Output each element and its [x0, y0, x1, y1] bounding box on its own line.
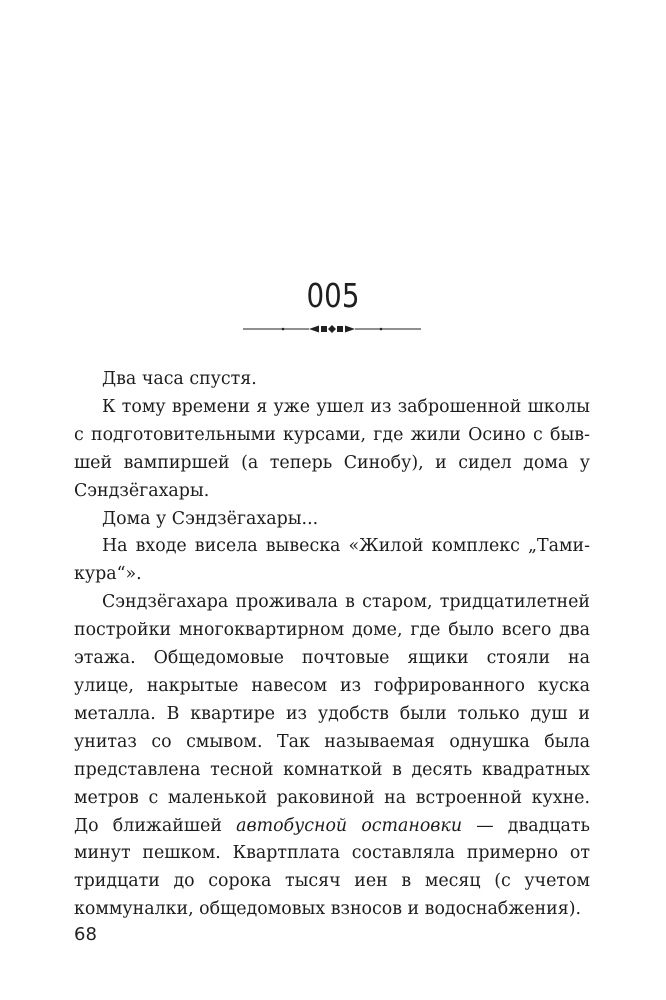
paragraph-3: Дома у Сэндзёгахары...	[102, 508, 319, 529]
paragraph-5-italic-phrase: автобусной остановки	[236, 815, 463, 836]
chapter-number: 005	[306, 276, 360, 315]
paragraph-5-text-start: Сэндзёгахара проживала в старом, тридцатилетней постройки многоквартирном доме, где было всего два этажа. Общедомовые почтовые ящики стояли на улице, накрытые навесом из гофрированного куска металла. В квартире из удобств были только душ и унитаз со смывом. Так называемая однушка была представлена тесной комнаткой в десять квадратных метров с маленькой раковиной на встроенной кухне. До ближайшей	[74, 592, 590, 836]
paragraph-5-text-end: — двадцать минут пешком. Квартплата составляла примерно от тридцати до сорока тысяч иен в месяц (с учетом коммуналки, общедомовых взносов и водоснабжения).	[74, 815, 591, 920]
page-number: 68	[74, 924, 97, 945]
body-text	[74, 366, 590, 924]
paragraph-5	[74, 589, 590, 924]
paragraph-2: К тому времени я уже ушел из заброшенной школы с подготовительными курсами, где жили Осино с бывшей вампиршей (а теперь Синобу), и сидел дома у Сэндзёгахары.	[74, 396, 590, 501]
paragraph-1: Два часа спустя.	[102, 369, 257, 389]
chapter-divider-ornament	[243, 322, 421, 336]
paragraph-4: На входе висела вывеска «Жилой комплекс „Тамикура“».	[74, 536, 590, 585]
